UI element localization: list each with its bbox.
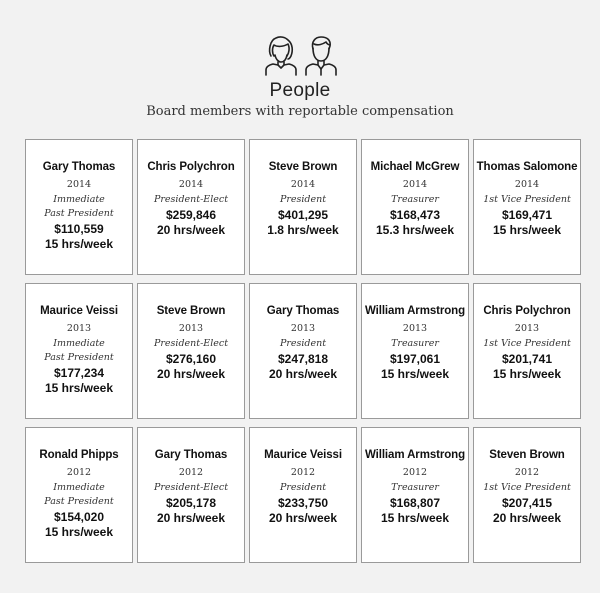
member-role [362, 193, 468, 207]
member-role [26, 337, 132, 365]
member-compensation [362, 208, 468, 238]
member-hours: 15 hrs/week [44, 525, 114, 539]
member-role [138, 481, 244, 495]
member-card [361, 139, 469, 275]
member-card [473, 283, 581, 419]
member-year: 2013 [66, 323, 92, 334]
member-hours: 20 hrs/week [156, 223, 226, 237]
member-compensation [250, 496, 356, 526]
member-amount: $177,234 [53, 366, 105, 380]
member-year: 2012 [290, 467, 316, 478]
member-role-line: President-Elect [153, 482, 229, 493]
member-year: 2013 [290, 323, 316, 334]
member-amount: $154,020 [53, 510, 105, 524]
member-hours: 15 hrs/week [44, 237, 114, 251]
member-role-line: Immediate [53, 482, 105, 493]
member-amount: $207,415 [501, 496, 553, 510]
member-year: 2014 [402, 179, 428, 190]
member-role [138, 193, 244, 207]
member-hours: 15 hrs/week [492, 367, 562, 381]
member-name: Steve Brown [268, 161, 338, 173]
member-role [474, 481, 580, 495]
member-year: 2013 [402, 323, 428, 334]
member-year: 2013 [514, 323, 540, 334]
member-amount: $205,178 [165, 496, 217, 510]
member-role-line: President-Elect [153, 338, 229, 349]
member-name: William Armstrong [364, 449, 465, 461]
member-hours: 15 hrs/week [380, 367, 450, 381]
member-hours: 1.8 hrs/week [267, 223, 339, 237]
member-compensation [138, 352, 244, 382]
member-name: Gary Thomas [266, 305, 340, 317]
member-role [362, 481, 468, 495]
member-amount: $169,471 [501, 208, 553, 222]
member-name: Gary Thomas [42, 161, 116, 173]
member-hours: 20 hrs/week [268, 367, 338, 381]
member-card [25, 427, 133, 563]
member-card [361, 427, 469, 563]
member-compensation [250, 208, 356, 238]
member-year: 2014 [178, 179, 204, 190]
member-role-line: Treasurer [391, 482, 439, 493]
member-role-line: President [279, 338, 327, 349]
member-card [137, 139, 245, 275]
member-role [138, 337, 244, 351]
member-card [473, 427, 581, 563]
member-amount: $168,807 [389, 496, 441, 510]
member-name: Maurice Veissi [264, 449, 342, 461]
member-amount: $110,559 [54, 222, 104, 236]
member-name: Steven Brown [489, 449, 565, 461]
member-hours: 15 hrs/week [492, 223, 562, 237]
member-card [137, 427, 245, 563]
member-role-line: 1st Vice President [483, 482, 571, 493]
member-card [473, 139, 581, 275]
member-card [25, 139, 133, 275]
member-compensation [362, 496, 468, 526]
member-amount: $197,061 [389, 352, 441, 366]
member-compensation [362, 352, 468, 382]
member-hours: 20 hrs/week [156, 511, 226, 525]
member-role [474, 193, 580, 207]
member-hours: 20 hrs/week [268, 511, 338, 525]
member-role [26, 193, 132, 221]
member-name: Chris Polychron [147, 161, 235, 173]
member-role [474, 337, 580, 351]
member-role [250, 337, 356, 351]
member-compensation [26, 510, 132, 540]
member-amount: $276,160 [165, 352, 217, 366]
member-name: Maurice Veissi [40, 305, 118, 317]
member-role-line: President-Elect [153, 194, 229, 205]
member-role-line: Treasurer [391, 194, 439, 205]
member-role-line: Past President [44, 496, 114, 507]
member-role-line: Treasurer [391, 338, 439, 349]
member-card [249, 427, 357, 563]
member-role-line: Immediate [53, 194, 105, 205]
member-role-line: 1st Vice President [483, 194, 571, 205]
member-hours: 15 hrs/week [44, 381, 114, 395]
member-role-line: Past President [44, 352, 114, 363]
member-role-line: Immediate [53, 338, 105, 349]
member-name: Michael McGrew [370, 161, 460, 173]
member-name: Steve Brown [156, 305, 226, 317]
member-name: William Armstrong [364, 305, 465, 317]
member-role [362, 337, 468, 351]
member-amount: $233,750 [277, 496, 329, 510]
member-compensation [474, 496, 580, 526]
member-compensation [474, 352, 580, 382]
member-compensation [26, 366, 132, 396]
member-card [361, 283, 469, 419]
member-role [250, 481, 356, 495]
member-year: 2014 [290, 179, 316, 190]
member-card [249, 139, 357, 275]
member-compensation [138, 496, 244, 526]
member-amount: $259,846 [165, 208, 217, 222]
member-name: Thomas Salomone [476, 161, 578, 173]
member-year: 2012 [178, 467, 204, 478]
member-year: 2014 [66, 179, 92, 190]
member-year: 2013 [178, 323, 204, 334]
member-year: 2012 [402, 467, 428, 478]
member-role-line: Past President [44, 208, 114, 219]
page-title: People [269, 80, 331, 101]
member-compensation [26, 222, 132, 252]
member-card [249, 283, 357, 419]
member-hours: 20 hrs/week [492, 511, 562, 525]
member-name: Ronald Phipps [39, 449, 119, 461]
member-role-line: President [279, 194, 327, 205]
member-role [250, 193, 356, 207]
member-amount: $201,741 [501, 352, 553, 366]
member-compensation [474, 208, 580, 238]
member-card [137, 283, 245, 419]
member-role-line: President [279, 482, 327, 493]
member-hours: 20 hrs/week [156, 367, 226, 381]
member-compensation [138, 208, 244, 238]
member-hours: 15 hrs/week [380, 511, 450, 525]
member-amount: $168,473 [389, 208, 441, 222]
member-year: 2014 [514, 179, 540, 190]
member-amount: $247,818 [277, 352, 329, 366]
member-role-line: 1st Vice President [483, 338, 571, 349]
member-amount: $401,295 [277, 208, 329, 222]
member-compensation [250, 352, 356, 382]
member-hours: 15.3 hrs/week [375, 223, 455, 237]
member-name: Gary Thomas [154, 449, 228, 461]
page-subtitle: Board members with reportable compensation [146, 104, 454, 119]
member-year: 2012 [66, 467, 92, 478]
member-year: 2012 [514, 467, 540, 478]
member-role [26, 481, 132, 509]
member-card [25, 283, 133, 419]
member-name: Chris Polychron [483, 305, 571, 317]
